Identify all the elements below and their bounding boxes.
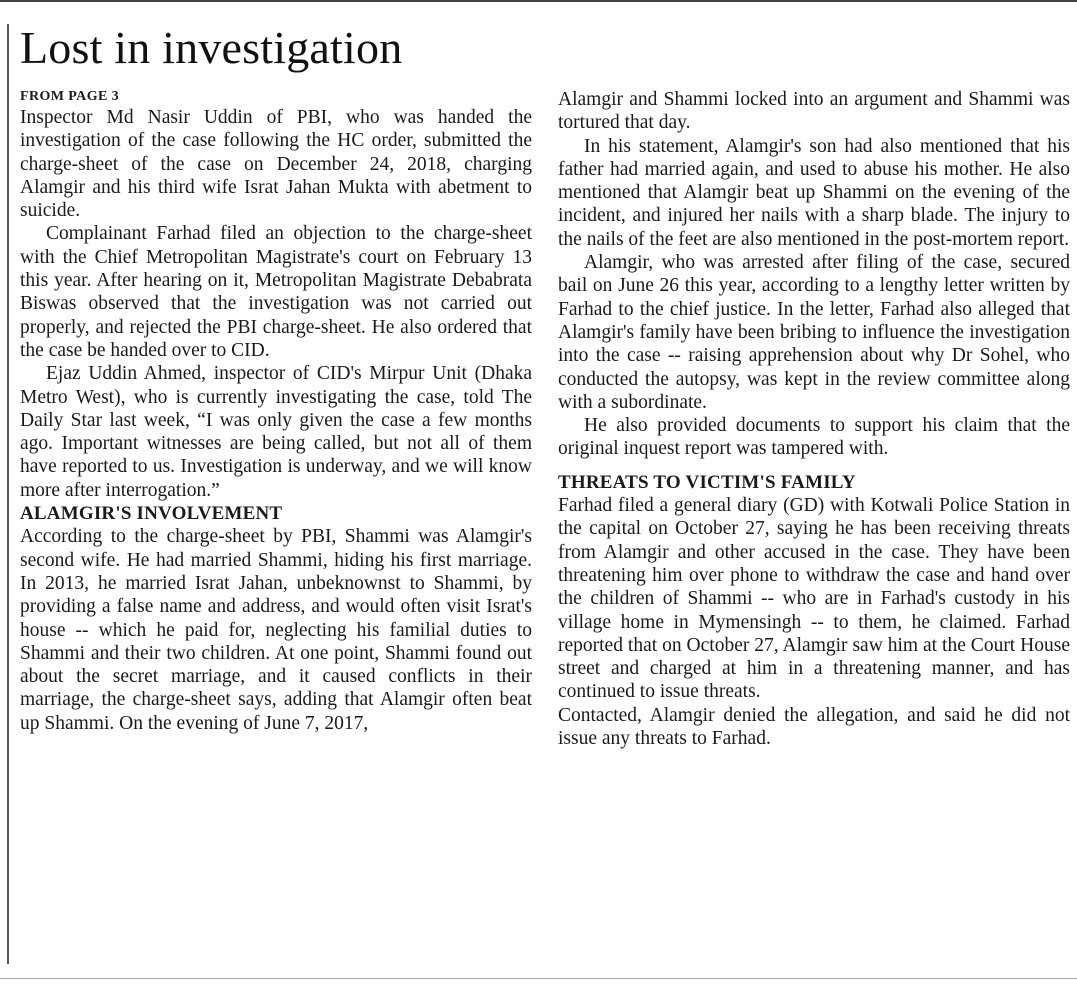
right-column xyxy=(558,88,1070,750)
headline: Lost in investigation xyxy=(20,22,403,73)
paragraph: Contacted, Alamgir denied the allegation, and said he did not issue any threats to Farhad. xyxy=(558,704,1070,750)
bottom-rule xyxy=(0,978,1077,979)
kicker: FROM PAGE 3 xyxy=(20,89,120,104)
subhead-involvement: ALAMGIR'S INVOLVEMENT xyxy=(20,503,283,525)
paragraph: According to the charge-sheet by PBI, Shammi was Alamgir's second wife. He had married Shammi, hiding his first marriage. In 2013, he married Israt Jahan, unbeknownst to Shammi, by providing a false name and address, and would often visit Israt's house -- which he paid for, neglecting his familial duties to Shammi and their two children. At one point, Shammi found out about the secret marriage, and it caused conflicts in their marriage, the charge-sheet says, adding that Alamgir often beat up Shammi. On the evening of June 7, 2017, xyxy=(20,526,532,734)
paragraph: In his statement, Alamgir's son had also mentioned that his father had married again, and used to abuse his mother. He also mentioned that Alamgir beat up Shammi on the evening of the incident, and injured her nails with a sharp blade. The injury to the nails of the feet are also mentioned in the post-mortem report. xyxy=(558,135,1070,250)
left-column xyxy=(20,88,532,735)
paragraph: Ejaz Uddin Ahmed, inspector of CID's Mirpur Unit (Dhaka Metro West), who is currently investigating the case, told The Daily Star last week, “I was only given the case a few months ago. Important witnesses are being called, but not all of them have reported to us. Investigation is underway, and we will know more after interrogation.” xyxy=(20,363,532,501)
paragraph: Complainant Farhad filed an objection to the charge-sheet with the Chief Metropolitan Magistrate's court on February 13 this year. After hearing on it, Metropolitan Magistrate Debabrata Biswas observed that the investigation was not carried out properly, and rejected the PBI charge-sheet. He also ordered that the case be handed over to CID. xyxy=(20,223,532,361)
subhead-threats: THREATS TO VICTIM'S FAMILY xyxy=(558,471,856,493)
paragraph: Alamgir and Shammi locked into an argument and Shammi was tortured that day. xyxy=(558,89,1070,134)
paragraph: He also provided documents to support his claim that the original inquest report was tampered with. xyxy=(558,415,1070,460)
paragraph: Alamgir, who was arrested after filing of the case, secured bail on June 26 this year, according to a lengthy letter written by Farhad to the chief justice. In the letter, Farhad also alleged that Alamgir's family have been bribing to influence the investigation into the case -- raising apprehension about why Dr Sohel, who conducted the autopsy, was kept in the review committee along with a subordinate. xyxy=(558,252,1070,413)
top-rule xyxy=(0,0,1077,2)
paragraph: Inspector Md Nasir Uddin of PBI, who was handed the investigation of the case following the HC order, submitted the charge-sheet of the case on December 24, 2018, charging Alamgir and his third wife Israt Jahan Mukta with abetment to suicide. xyxy=(20,107,532,222)
left-column-rule xyxy=(7,24,9,964)
paragraph: Farhad filed a general diary (GD) with Kotwali Police Station in the capital on October 27, saying he has been receiving threats from Alamgir and other accused in the case. They have been threatening him over phone to withdraw the case and hand over the children of Shammi -- who are in Farhad's custody in his village home in Mymensingh -- to them, he claimed. Farhad reported that on October 27, Alamgir saw him at the Court House street and charged at him in a threatening manner, and has continued to issue threats. xyxy=(558,495,1070,703)
